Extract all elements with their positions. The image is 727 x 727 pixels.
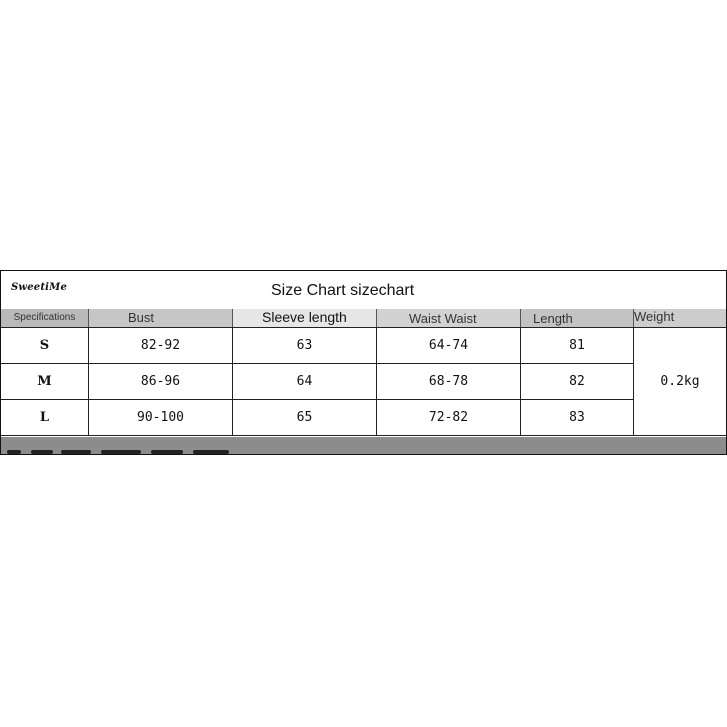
brand-logo: SweetiMe bbox=[11, 282, 68, 293]
footer-strip bbox=[1, 437, 726, 454]
chart-title: Size Chart sizechart bbox=[271, 282, 415, 299]
sleeve-cell: 64 bbox=[233, 364, 377, 400]
footer-blot bbox=[101, 450, 141, 454]
size-cell: L bbox=[1, 400, 89, 436]
footer-blot bbox=[31, 450, 53, 454]
header-row bbox=[1, 309, 726, 328]
size-cell: S bbox=[1, 328, 89, 364]
length-cell: 83 bbox=[521, 400, 634, 436]
waist-cell: 64-74 bbox=[377, 328, 521, 364]
footer-blot bbox=[193, 450, 229, 454]
header-specifications: Specifications bbox=[1, 309, 89, 327]
length-cell: 81 bbox=[521, 328, 634, 364]
header-sleeve-length: Sleeve length bbox=[233, 309, 377, 327]
header-weight: Weight bbox=[634, 309, 726, 327]
size-table-body bbox=[1, 328, 726, 436]
footer-blot bbox=[7, 450, 21, 454]
sleeve-cell: 65 bbox=[233, 400, 377, 436]
weight-cell: 0.2kg bbox=[634, 328, 726, 436]
header-bust: Bust bbox=[89, 309, 233, 327]
size-cell: M bbox=[1, 364, 89, 400]
length-cell: 82 bbox=[521, 364, 634, 400]
title-row bbox=[1, 271, 726, 310]
waist-cell: 68-78 bbox=[377, 364, 521, 400]
waist-cell: 72-82 bbox=[377, 400, 521, 436]
header-length: Length bbox=[521, 309, 634, 327]
size-chart bbox=[0, 270, 727, 455]
footer-blot bbox=[151, 450, 183, 454]
bust-cell: 86-96 bbox=[89, 364, 233, 400]
footer-blot bbox=[61, 450, 91, 454]
bust-cell: 90-100 bbox=[89, 400, 233, 436]
header-waist: Waist Waist bbox=[377, 309, 521, 327]
bust-cell: 82-92 bbox=[89, 328, 233, 364]
sleeve-cell: 63 bbox=[233, 328, 377, 364]
